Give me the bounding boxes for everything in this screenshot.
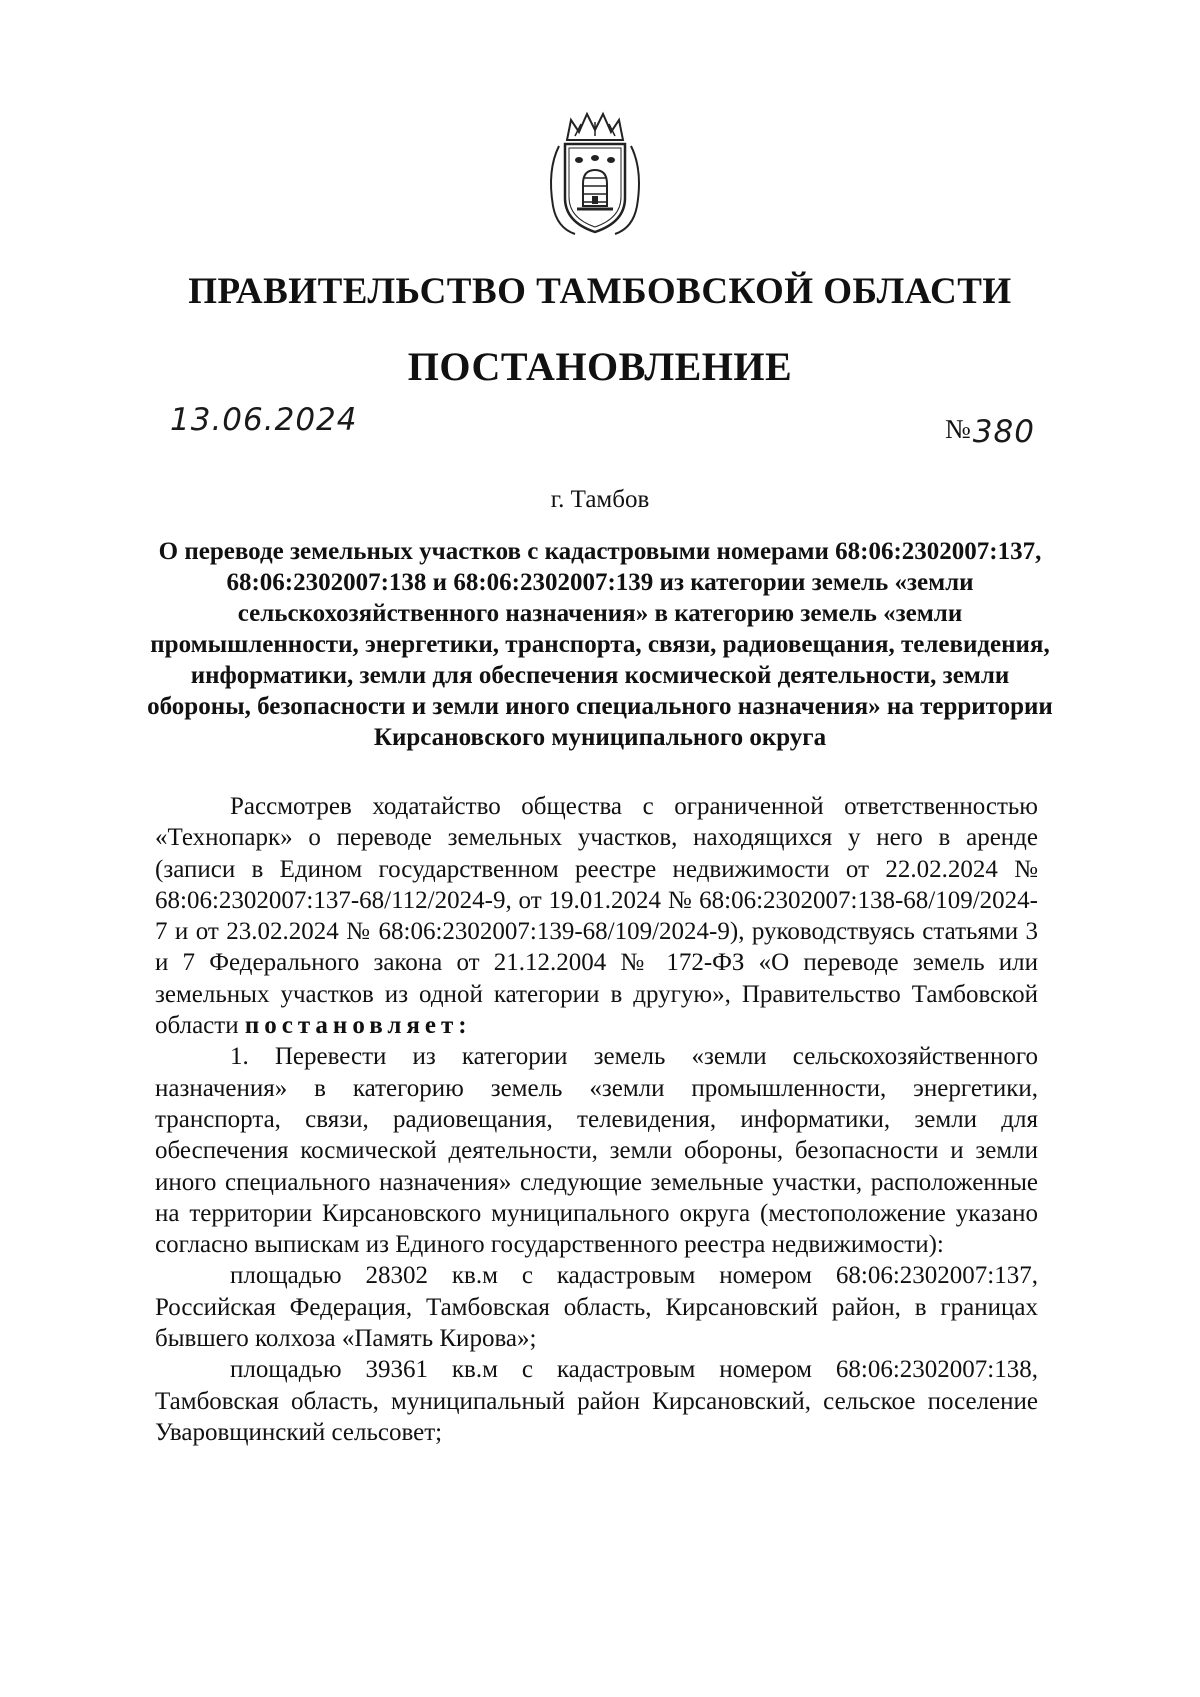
resolves-word: постановляет:	[244, 1012, 472, 1040]
city: г. Тамбов	[550, 486, 650, 513]
coat-of-arms-emblem	[545, 110, 645, 242]
item-1-paragraph: 1. Перевести из категории земель «земли сельскохозяйственного назначения» в категорию земель «земли промышленности, энергетики, транспорта, связи, радиовещания, телевидения, информатики, земли для обеспечения космической деятельности, земли обороны, безопасности и земли иного специального назначения» следующие земельные участки, расположенные на территории Кирсановского муниципального округа (местоположение указано согласно выпискам из Единого государственного реестра недвижимости):	[155, 1043, 1038, 1259]
organization-title: ПРАВИТЕЛЬСТВО ТАМБОВСКОЙ ОБЛАСТИ	[188, 271, 1012, 312]
document-number	[945, 414, 1035, 450]
number-sign: №	[945, 414, 971, 444]
handwritten-date: 13.06.2024	[170, 402, 358, 438]
handwritten-number: 380	[972, 414, 1035, 450]
plot-2-paragraph: площадью 39361 кв.м с кадастровым номером 68:06:2302007:138, Тамбовская область, муниципальный район Кирсановский, сельское поселение Уваровщинский сельсовет;	[155, 1356, 1038, 1446]
preamble-paragraph	[155, 791, 1038, 1041]
document-body	[155, 791, 1038, 1448]
preamble-text: Рассмотрев ходатайство общества с ограниченной ответственностью «Технопарк» о переводе земельных участков, находящихся у него в аренде (записи в Едином государственном реестре недвижимости от 22.02.2024 № 68:06:2302007:137-68/112/2024-9, от 19.01.2024 № 68:06:2302007:138-68/109/2024-7 и от 23.02.2024 № 68:06:2302007:139-68/109/2024-9), руководствуясь статьями 3 и 7 Федерального закона от 21.12.2004 № 172-ФЗ «О переводе земель или земельных участков из одной категории в другую», Правительство Тамбовской области	[155, 793, 1038, 1040]
document-type: ПОСТАНОВЛЕНИЕ	[407, 344, 793, 389]
document-subject: О переводе земельных участков с кадастровыми номерами 68:06:2302007:137, 68:06:2302007:138 и 68:06:2302007:139 из категории земель «земли сельскохозяйственного назначения» в категорию земель «земли промышленности, энергетики, транспорта, связи, радиовещания, телевидения, информатики, земли для обеспечения космической деятельности, земли обороны, безопасности и земли иного специального назначения» на территории Кирсановского муниципального округа	[147, 538, 1053, 751]
plot-1-paragraph: площадью 28302 кв.м с кадастровым номером 68:06:2302007:137, Российская Федерация, Тамбовская область, Кирсановский район, в границах бывшего колхоза «Память Кирова»;	[155, 1262, 1038, 1353]
